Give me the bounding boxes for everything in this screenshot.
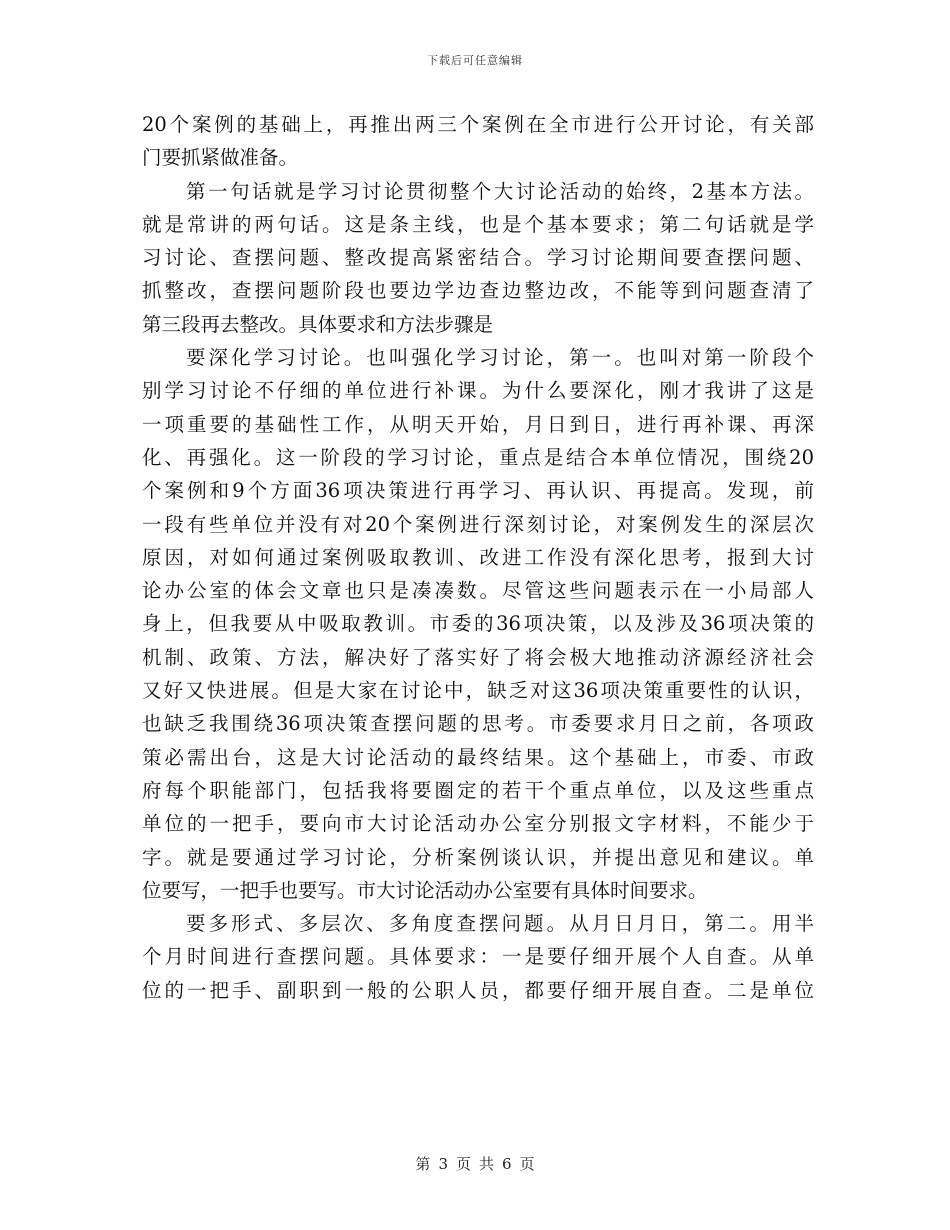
text-line: 策必需出台，这是大讨论活动的最终结果。这个基础上，市委、市政 — [142, 745, 814, 769]
total-unit: 页 — [519, 1155, 535, 1173]
text-line: 要深化学习讨论。也叫强化学习讨论，第一。也叫对第一阶段个 — [186, 346, 814, 370]
text-line: 单位的一把手，要向市大讨论活动办公室分别报文字材料，不能少于 — [142, 812, 814, 836]
text-line: 别学习讨论不仔细的单位进行补课。为什么要深化，刚才我讲了这是 — [142, 379, 814, 403]
text-line: 位的一把手、副职到一般的公职人员，都要仔细开展自查。二是单位 — [142, 978, 814, 1002]
page-label: 第 — [415, 1155, 431, 1173]
text-line: 一项重要的基础性工作，从明天开始，月日到日，进行再补课、再深 — [142, 412, 814, 436]
text-line: 抓整改，查摆问题阶段也要边学边查边整边改，不能等到问题查清了 — [142, 279, 814, 303]
page-header: 下载后可任意编辑 — [427, 54, 523, 67]
text-line: 要多形式、多层次、多角度查摆问题。从月日月日，第二。用半 — [186, 912, 814, 936]
text-line: 也缺乏我围绕36项决策查摆问题的思考。市委要求月日之前，各项政 — [142, 712, 814, 736]
text-line: 20个案例的基础上，再推出两三个案例在全市进行公开讨论，有关部 — [142, 113, 814, 136]
text-line: 位要写，一把手也要写。市大讨论活动办公室要有具体时间要求。 — [142, 878, 708, 902]
text-line: 习讨论、查摆问题、整改提高紧密结合。学习讨论期间要查摆问题、 — [142, 246, 814, 270]
text-line: 化、再强化。这一阶段的学习讨论，重点是结合本单位情况，围绕20 — [142, 445, 814, 469]
page-total-number: 6 — [502, 1155, 512, 1173]
text-line: 第一句话就是学习讨论贯彻整个大讨论活动的始终，2基本方法。 — [186, 179, 814, 203]
page-unit: 页 — [455, 1155, 471, 1173]
text-line: 又好又快进展。但是大家在讨论中，缺乏对这36项决策重要性的认识， — [142, 679, 814, 703]
document-body — [142, 108, 814, 1007]
text-line: 第三段再去整改。具体要求和方法步骤是 — [142, 312, 494, 336]
text-line: 个案例和9个方面36项决策进行再学习、再认识、再提高。发现，前 — [142, 479, 814, 503]
text-line: 原因，对如何通过案例吸取教训、改进工作没有深化思考，报到大讨 — [142, 545, 814, 569]
text-line: 个月时间进行查摆问题。具体要求：一是要仔细开展个人自查。从单 — [142, 945, 814, 969]
text-line: 一段有些单位并没有对20个案例进行深刻讨论，对案例发生的深层次 — [142, 512, 814, 536]
text-line: 机制、政策、方法，解决好了落实好了将会极大地推动济源经济社会 — [142, 645, 814, 669]
text-line: 字。就是要通过学习讨论，分析案例谈认识，并提出意见和建议。单 — [142, 845, 814, 869]
text-line: 身上，但我要从中吸取教训。市委的36项决策，以及涉及36项决策的 — [142, 612, 814, 636]
page-current-number: 3 — [438, 1155, 448, 1173]
text-line: 就是常讲的两句话。这是条主线，也是个基本要求；第二句话就是学 — [142, 212, 814, 236]
text-line: 府每个职能部门，包括我将要圈定的若干个重点单位，以及这些重点 — [142, 778, 814, 802]
page-footer — [0, 1153, 950, 1174]
text-line: 门要抓紧做准备。 — [142, 146, 299, 170]
text-line: 论办公室的体会文章也只是凑凑数。尽管这些问题表示在一小局部人 — [142, 579, 814, 603]
total-label: 共 — [479, 1155, 495, 1173]
